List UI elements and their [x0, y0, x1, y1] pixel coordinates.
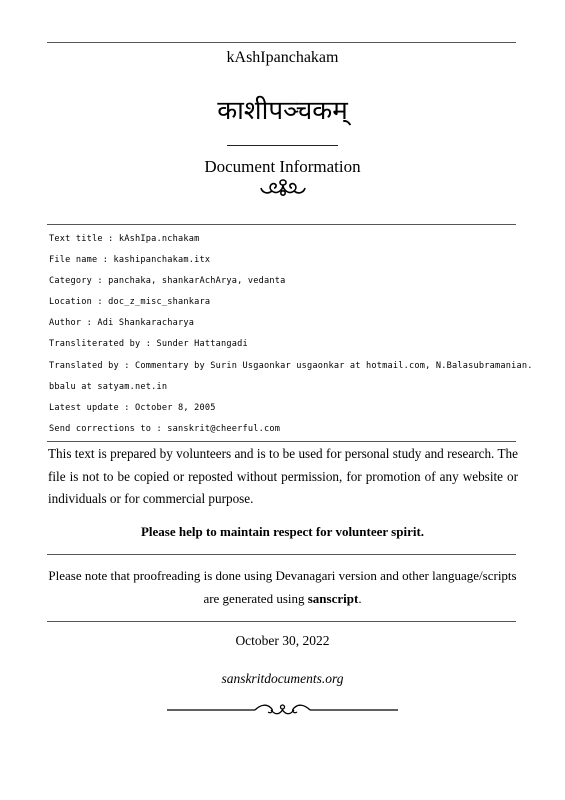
sanscript-name: sanscript — [307, 590, 359, 606]
note-bottom-rule — [47, 621, 516, 622]
doc-title: kAshIpanchakam — [226, 49, 339, 66]
meta-category: Category : panchaka, shankarAchArya, vedanta — [49, 276, 286, 286]
doc-info-heading: Document Information — [204, 157, 361, 176]
meta-translated-by: Translated by : Commentary by Surin Usgaonkar usgaonkar at hotmail.com, N.Balasubramanian. — [49, 361, 533, 371]
proofreading-text: Please note that proofreading is done using Devanagari version and other language/scripts are generated using — [48, 568, 517, 606]
document-date: October 30, 2022 — [235, 633, 330, 648]
flourish-ornament-icon — [258, 177, 308, 199]
title-underline — [227, 145, 338, 146]
website-link[interactable]: sanskritdocuments.org — [221, 671, 344, 686]
meta-send-corrections: Send corrections to : sanskrit@cheerful.com — [49, 424, 281, 434]
notice-bottom-rule — [47, 554, 516, 555]
meta-text-title: Text title : kAshIpa.nchakam — [49, 234, 200, 244]
respect-line: Please help to maintain respect for volunteer spirit. — [140, 524, 425, 539]
devanagari-title: काशीपञ्चकम् — [217, 96, 348, 126]
proofreading-period: . — [358, 590, 362, 606]
meta-author: Author : Adi Shankaracharya — [49, 318, 195, 328]
meta-transliterated-by: Transliterated by : Sunder Hattangadi — [49, 339, 248, 349]
meta-file-name: File name : kashipanchakam.itx — [49, 255, 211, 265]
meta-latest-update: Latest update : October 8, 2005 — [49, 403, 216, 413]
meta-translated-by-cont: bbalu at satyam.net.in — [49, 382, 168, 392]
notice-paragraph: This text is prepared by volunteers and is to be used for personal study and research. The file is not to be copied or reposted without permission, for promotion of any website or individuals or for commercial purpose. — [48, 446, 518, 507]
scroll-divider-icon — [167, 702, 398, 718]
top-rule — [47, 42, 516, 43]
meta-bottom-rule — [47, 441, 516, 442]
meta-top-rule — [47, 224, 516, 225]
meta-location: Location : doc_z_misc_shankara — [49, 297, 211, 307]
proofreading-note — [40, 565, 525, 610]
